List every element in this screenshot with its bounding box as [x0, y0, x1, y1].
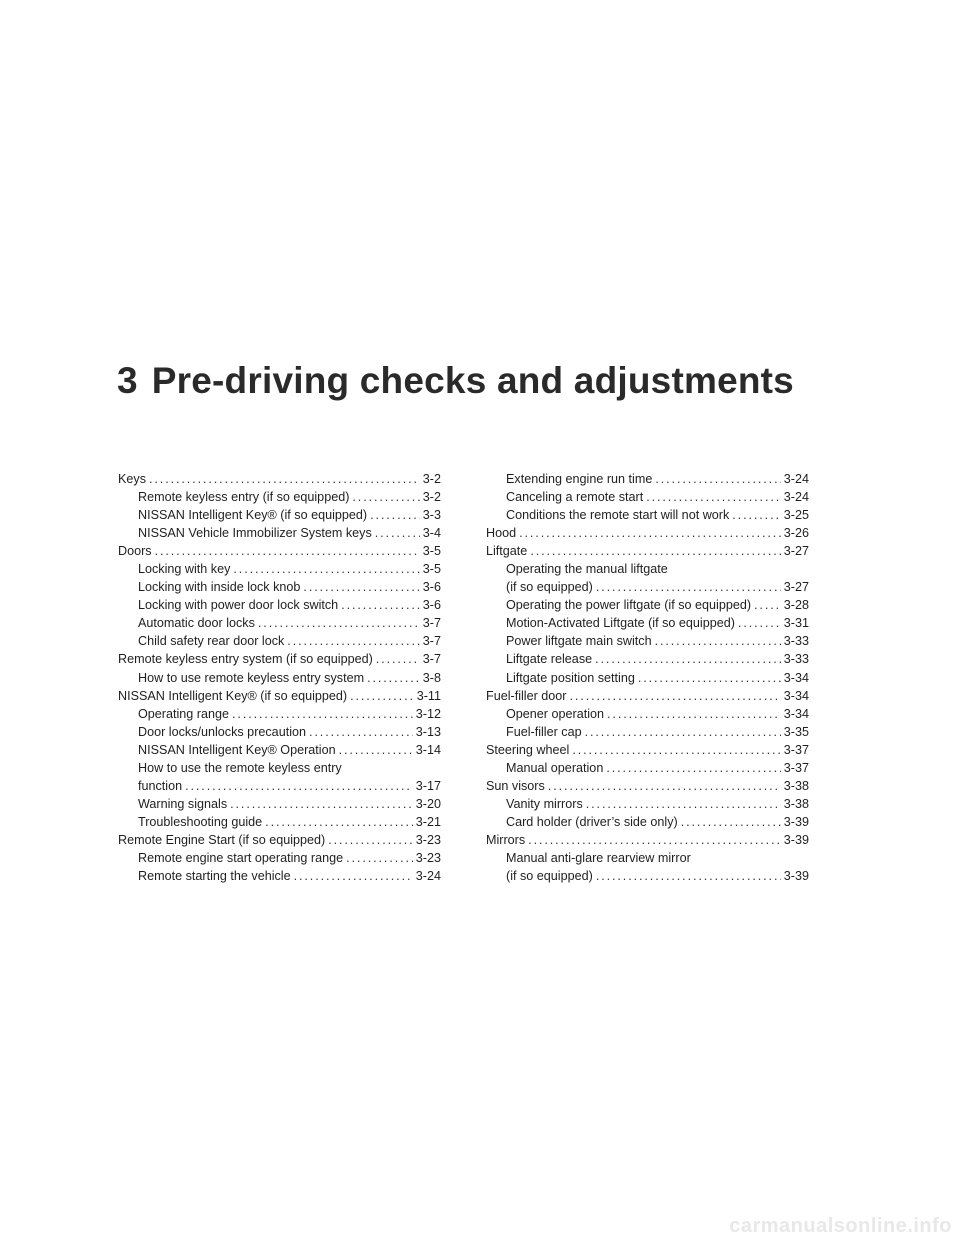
- toc-entry-page: 3-27: [783, 580, 809, 595]
- toc-entry[interactable]: [486, 470, 809, 488]
- toc-entry-page: 3-38: [783, 778, 809, 793]
- toc-entry-page: 3-39: [783, 832, 809, 847]
- toc-entry[interactable]: [486, 524, 809, 542]
- dot-leader: [646, 488, 781, 506]
- toc-entry[interactable]: [118, 560, 441, 578]
- toc-left-column: [118, 470, 441, 885]
- toc-entry-page: 3-5: [422, 544, 441, 559]
- chapter-number: 3: [117, 360, 138, 401]
- dot-leader: [607, 705, 781, 723]
- toc-entry-page: 3-34: [783, 670, 809, 685]
- toc-entry[interactable]: [118, 723, 441, 741]
- dot-leader: [530, 542, 780, 560]
- toc-entry-title: NISSAN Intelligent Key® (if so equipped): [138, 508, 368, 523]
- dot-leader: [572, 741, 780, 759]
- toc-entry[interactable]: [118, 813, 441, 831]
- toc-entry[interactable]: [118, 687, 441, 705]
- toc-entry[interactable]: [486, 849, 809, 885]
- dot-leader: [294, 867, 413, 885]
- toc-entry-title: How to use remote keyless entry system: [138, 670, 365, 685]
- dot-leader: [586, 795, 781, 813]
- toc-entry[interactable]: [118, 542, 441, 560]
- toc-entry[interactable]: [118, 506, 441, 524]
- toc-entry[interactable]: [486, 614, 809, 632]
- dot-leader: [638, 669, 781, 687]
- toc-entry-title: Vanity mirrors: [506, 796, 583, 811]
- toc-entry-title: Locking with key: [138, 562, 231, 577]
- toc-entry-page: 3-33: [783, 652, 809, 667]
- toc-entry-page: 3-4: [422, 526, 441, 541]
- toc-entry-page: 3-33: [783, 634, 809, 649]
- toc-entry-page: 3-2: [422, 472, 441, 486]
- toc-entry-page: 3-39: [783, 869, 809, 884]
- dot-leader: [528, 831, 781, 849]
- dot-leader: [754, 596, 781, 614]
- toc-entry[interactable]: [118, 632, 441, 650]
- toc-entry-page: 3-20: [415, 796, 441, 811]
- toc-entry[interactable]: [118, 578, 441, 596]
- toc-entry-title: Liftgate: [486, 544, 528, 559]
- toc-entry[interactable]: [118, 705, 441, 723]
- toc-entry-title: Fuel-filler door: [486, 688, 567, 703]
- toc-entry-page: 3-3: [422, 508, 441, 523]
- dot-leader: [339, 741, 413, 759]
- toc-entry-page: 3-2: [422, 490, 441, 505]
- toc-entry-title: How to use the remote keyless entry: [138, 760, 342, 775]
- toc-entry-page: 3-5: [422, 562, 441, 577]
- dot-leader: [655, 470, 780, 488]
- dot-leader: [346, 849, 413, 867]
- toc-entry[interactable]: [486, 759, 809, 777]
- toc-entry-page: 3-35: [783, 724, 809, 739]
- toc-entry[interactable]: [486, 813, 809, 831]
- toc-entry[interactable]: [118, 867, 441, 885]
- dot-leader: [341, 596, 420, 614]
- toc-entry[interactable]: [486, 650, 809, 668]
- toc-entry[interactable]: [486, 795, 809, 813]
- toc-entry-page: 3-37: [783, 742, 809, 757]
- dot-leader: [265, 813, 413, 831]
- toc-entry[interactable]: [118, 759, 441, 795]
- dot-leader: [287, 632, 420, 650]
- toc-entry-title: Manual operation: [506, 760, 604, 775]
- dot-leader: [595, 650, 781, 668]
- toc-entry[interactable]: [118, 650, 441, 668]
- toc-entry[interactable]: [486, 705, 809, 723]
- toc-right-column: [486, 470, 809, 885]
- dot-leader: [309, 723, 413, 741]
- toc-entry-title: Automatic door locks: [138, 616, 255, 631]
- toc-entry-page: 3-38: [783, 796, 809, 811]
- toc-entry-page: 3-25: [783, 508, 809, 523]
- toc-entry-title-continued: function: [138, 778, 183, 793]
- dot-leader: [376, 650, 420, 668]
- dot-leader: [155, 542, 420, 560]
- toc-entry-page: 3-11: [416, 688, 441, 703]
- toc-entry-page: 3-34: [783, 706, 809, 721]
- toc-entry-page: 3-23: [415, 850, 441, 865]
- toc-entry[interactable]: [118, 741, 441, 759]
- toc-entry-title-continued: (if so equipped): [506, 869, 593, 884]
- toc-entry-title: Fuel-filler cap: [506, 724, 582, 739]
- dot-leader: [548, 777, 781, 795]
- toc-entry-title: Steering wheel: [486, 742, 570, 757]
- dot-leader: [570, 687, 781, 705]
- toc-entry[interactable]: [486, 741, 809, 759]
- toc-entry-title: NISSAN Intelligent Key® Operation: [138, 742, 336, 757]
- dot-leader: [303, 578, 419, 596]
- toc-entry-title: Sun visors: [486, 778, 545, 793]
- toc-entry-page: 3-6: [422, 598, 441, 613]
- toc-entry-title: Canceling a remote start: [506, 490, 644, 505]
- toc-entry-page: 3-34: [783, 688, 809, 703]
- toc-entry-title: Operating the manual liftgate: [506, 562, 668, 577]
- dot-leader: [185, 777, 413, 795]
- toc-entry-page: 3-28: [783, 598, 809, 613]
- toc-entry-title: Remote engine start operating range: [138, 850, 344, 865]
- dot-leader: [328, 831, 413, 849]
- toc-entry-page: 3-6: [422, 580, 441, 595]
- dot-leader: [606, 759, 780, 777]
- dot-leader: [585, 723, 781, 741]
- toc-entry-title: Card holder (driver’s side only): [506, 814, 678, 829]
- toc-entry-title: Operating the power liftgate (if so equipped): [506, 598, 752, 613]
- toc-entry-title: Power liftgate main switch: [506, 634, 652, 649]
- toc-entry-title: Locking with power door lock switch: [138, 598, 339, 613]
- dot-leader: [519, 524, 781, 542]
- toc-entry-title: Locking with inside lock knob: [138, 580, 301, 595]
- toc-entry[interactable]: [118, 849, 441, 867]
- dot-leader: [655, 632, 781, 650]
- toc-entry[interactable]: [486, 669, 809, 687]
- toc-entry[interactable]: [118, 524, 441, 542]
- toc-entry-title: Doors: [118, 544, 152, 559]
- toc-entry-page: 3-21: [415, 814, 441, 829]
- dot-leader: [596, 867, 781, 885]
- toc-entry[interactable]: [118, 795, 441, 813]
- toc-entry-title: NISSAN Vehicle Immobilizer System keys: [138, 526, 372, 541]
- dot-leader: [367, 669, 420, 687]
- toc-entry[interactable]: [486, 560, 809, 596]
- toc-entry-title: Child safety rear door lock: [138, 634, 285, 649]
- toc-entry-title: Manual anti-glare rearview mirror: [506, 850, 691, 865]
- dot-leader: [370, 506, 420, 524]
- toc-entry-page: 3-37: [783, 760, 809, 775]
- toc-entry-page: 3-24: [415, 869, 441, 884]
- toc-entry-page: 3-39: [783, 814, 809, 829]
- toc-entry[interactable]: [486, 723, 809, 741]
- toc-entry-page: 3-26: [783, 526, 809, 541]
- toc-entry-page: 3-24: [783, 490, 809, 505]
- toc-entry[interactable]: [486, 488, 809, 506]
- dot-leader: [149, 470, 420, 488]
- toc-entry-title: Warning signals: [138, 796, 228, 811]
- toc-entry-page: 3-31: [783, 616, 809, 631]
- toc-entry[interactable]: [118, 596, 441, 614]
- dot-leader: [230, 795, 413, 813]
- toc-entry-title: Liftgate release: [506, 652, 593, 667]
- toc-entry[interactable]: [118, 669, 441, 687]
- dot-leader: [233, 560, 419, 578]
- chapter-title: [117, 360, 794, 402]
- toc-entry[interactable]: [118, 470, 441, 488]
- watermark: carmanualsonline.info: [729, 1215, 952, 1237]
- toc-entry-title: Remote keyless entry (if so equipped): [138, 490, 350, 505]
- toc-entry-title: Extending engine run time: [506, 472, 653, 486]
- toc-entry[interactable]: [486, 687, 809, 705]
- toc-entry[interactable]: [486, 596, 809, 614]
- toc-entry-page: 3-27: [783, 544, 809, 559]
- toc-entry-page: 3-13: [415, 724, 441, 739]
- toc-entry-title: Troubleshooting guide: [138, 814, 263, 829]
- toc-entry-title: Opener operation: [506, 706, 605, 721]
- toc-entry[interactable]: [486, 506, 809, 524]
- toc-entry-page: 3-24: [783, 472, 809, 486]
- toc-entry-title: Remote Engine Start (if so equipped): [118, 832, 326, 847]
- dot-leader: [681, 813, 781, 831]
- toc-entry-title: NISSAN Intelligent Key® (if so equipped): [118, 688, 348, 703]
- toc-entry-title: Remote keyless entry system (if so equipped): [118, 652, 373, 667]
- toc-entry-title: Remote starting the vehicle: [138, 869, 291, 884]
- chapter-title-text: Pre-driving checks and adjustments: [151, 360, 794, 401]
- dot-leader: [258, 614, 420, 632]
- dot-leader: [352, 488, 419, 506]
- toc-entry-page: 3-7: [422, 616, 441, 631]
- toc-entry-title: Operating range: [138, 706, 230, 721]
- toc-entry[interactable]: [486, 632, 809, 650]
- toc-entry-page: 3-7: [422, 634, 441, 649]
- toc-entry-page: 3-17: [415, 778, 441, 793]
- toc-entry-page: 3-7: [422, 652, 441, 667]
- dot-leader: [375, 524, 420, 542]
- toc-entry[interactable]: [118, 488, 441, 506]
- toc-entry[interactable]: [486, 831, 809, 849]
- toc-entry[interactable]: [118, 831, 441, 849]
- toc-entry-title: Liftgate position setting: [506, 670, 635, 685]
- toc-entry-title: Conditions the remote start will not work: [506, 508, 730, 523]
- toc-entry-title: Hood: [486, 526, 517, 541]
- toc-entry-title: Door locks/unlocks precaution: [138, 724, 306, 739]
- toc-entry-title-continued: (if so equipped): [506, 580, 593, 595]
- toc-entry[interactable]: [486, 542, 809, 560]
- toc-entry-page: 3-23: [415, 832, 441, 847]
- toc-entry[interactable]: [486, 777, 809, 795]
- dot-leader: [350, 687, 414, 705]
- dot-leader: [732, 506, 781, 524]
- dot-leader: [596, 578, 781, 596]
- toc-entry-title: Motion-Activated Liftgate (if so equipped): [506, 616, 735, 631]
- dot-leader: [738, 614, 781, 632]
- dot-leader: [232, 705, 413, 723]
- toc-entry[interactable]: [118, 614, 441, 632]
- toc-entry-title: Mirrors: [486, 832, 526, 847]
- toc-entry-page: 3-14: [415, 742, 441, 757]
- toc-entry-page: 3-8: [422, 670, 441, 685]
- toc-entry-title: Keys: [118, 472, 146, 486]
- toc-entry-page: 3-12: [415, 706, 441, 721]
